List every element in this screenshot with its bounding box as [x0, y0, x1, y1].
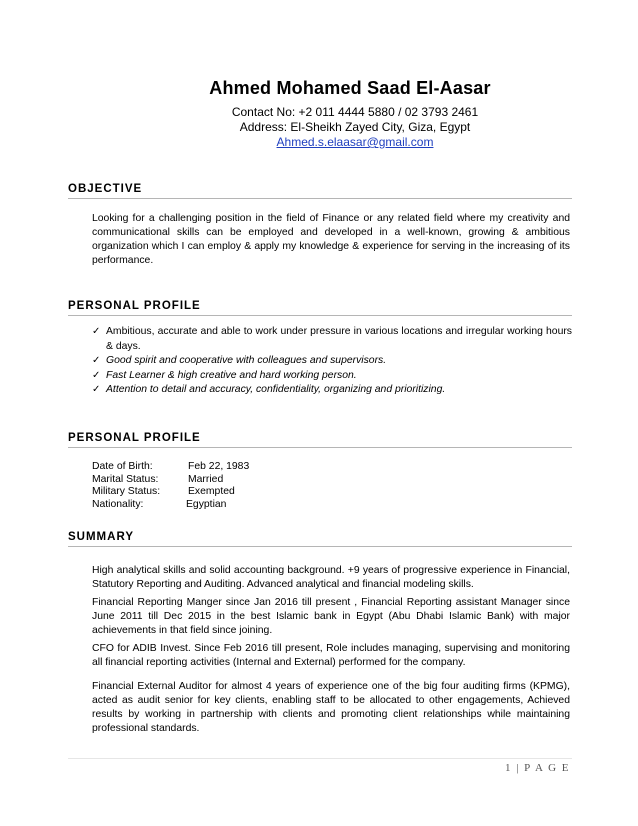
summary-paragraph: Financial External Auditor for almost 4 years of experience one of the big four auditing firms (KPMG), acted as audit senior for key clients, enabling staff to be allocated to other engagements, Achieved results by working in partnership with clients and promoting client relationships while maintaining professional standards.: [92, 681, 570, 734]
detail-label: Military Status:: [92, 486, 161, 498]
list-item: ✓ Attention to detail and accuracy, confidentiality, organizing and prioritizing.: [92, 383, 572, 398]
checkmark-icon: ✓: [92, 326, 101, 337]
summary-paragraph: CFO for ADIB Invest. Since Feb 2016 till present, Role includes managing, supervising and monitoring all financial reporting activities (Internal and External) performed for the company.: [92, 643, 570, 668]
personal-details-heading: PERSONAL PROFILE: [68, 432, 572, 448]
objective-text: Looking for a challenging position in the field of Finance or any related field where my creativity and communicational skills can be employed and developed in a well-known, growing & ambitious organization which I can employ & apply my knowledge & experience for serving in the increasing of its performance.: [92, 213, 570, 266]
list-item: ✓ Good spirit and cooperative with colleagues and supervisors.: [92, 354, 572, 369]
summary-paragraph: High analytical skills and solid accounting background. +9 years of progressive experience in Financial, Statutory Reporting and Auditing. Advanced analytical and financial modeling skills.: [92, 565, 570, 590]
contact-address: Address: El-Sheikh Zayed City, Giza, Egypt: [239, 120, 471, 134]
contact-email-link[interactable]: Ahmed.s.elaasar@gmail.com: [276, 135, 434, 149]
summary-heading: SUMMARY: [68, 531, 572, 547]
page-number: 1 | P A G E: [504, 762, 570, 774]
detail-row: [92, 499, 392, 512]
detail-row: [92, 474, 392, 487]
detail-row: [92, 486, 392, 499]
list-item: ✓ Fast Learner & high creative and hard working person.: [92, 369, 572, 384]
profile-list: [92, 325, 572, 398]
detail-label: Date of Birth:: [92, 461, 153, 472]
detail-label: Marital Status:: [92, 473, 159, 485]
checkmark-icon: ✓: [92, 369, 101, 381]
detail-value: Married: [188, 473, 224, 485]
checkmark-icon: ✓: [92, 355, 101, 367]
footer-divider: [68, 758, 572, 759]
contact-block: [220, 105, 490, 150]
detail-value: Feb 22, 1983: [188, 461, 250, 472]
summary-paragraph: Financial Reporting Manger since Jan 2016 till present , Financial Reporting assistant Manager since June 2011 till Dec 2015 in the best Islamic bank in Egypt (Abu Dhabi Islamic Bank) with major achievements in that field since joining.: [92, 597, 570, 636]
candidate-name: Ahmed Mohamed Saad El-Aasar: [209, 78, 491, 98]
list-item: ✓ Ambitious, accurate and able to work under pressure in various locations and irregular working hours & days.: [92, 326, 572, 352]
detail-value: Exempted: [188, 486, 235, 498]
detail-label: Nationality:: [92, 498, 144, 510]
personal-details: [92, 461, 392, 511]
detail-value: Egyptian: [186, 498, 227, 510]
checkmark-icon: ✓: [92, 384, 101, 396]
objective-heading: OBJECTIVE: [68, 183, 572, 199]
detail-row: [92, 461, 392, 474]
personal-profile-heading: PERSONAL PROFILE: [68, 300, 572, 316]
contact-phone: Contact No: +2 011 4444 5880 / 02 3793 2461: [231, 105, 479, 119]
